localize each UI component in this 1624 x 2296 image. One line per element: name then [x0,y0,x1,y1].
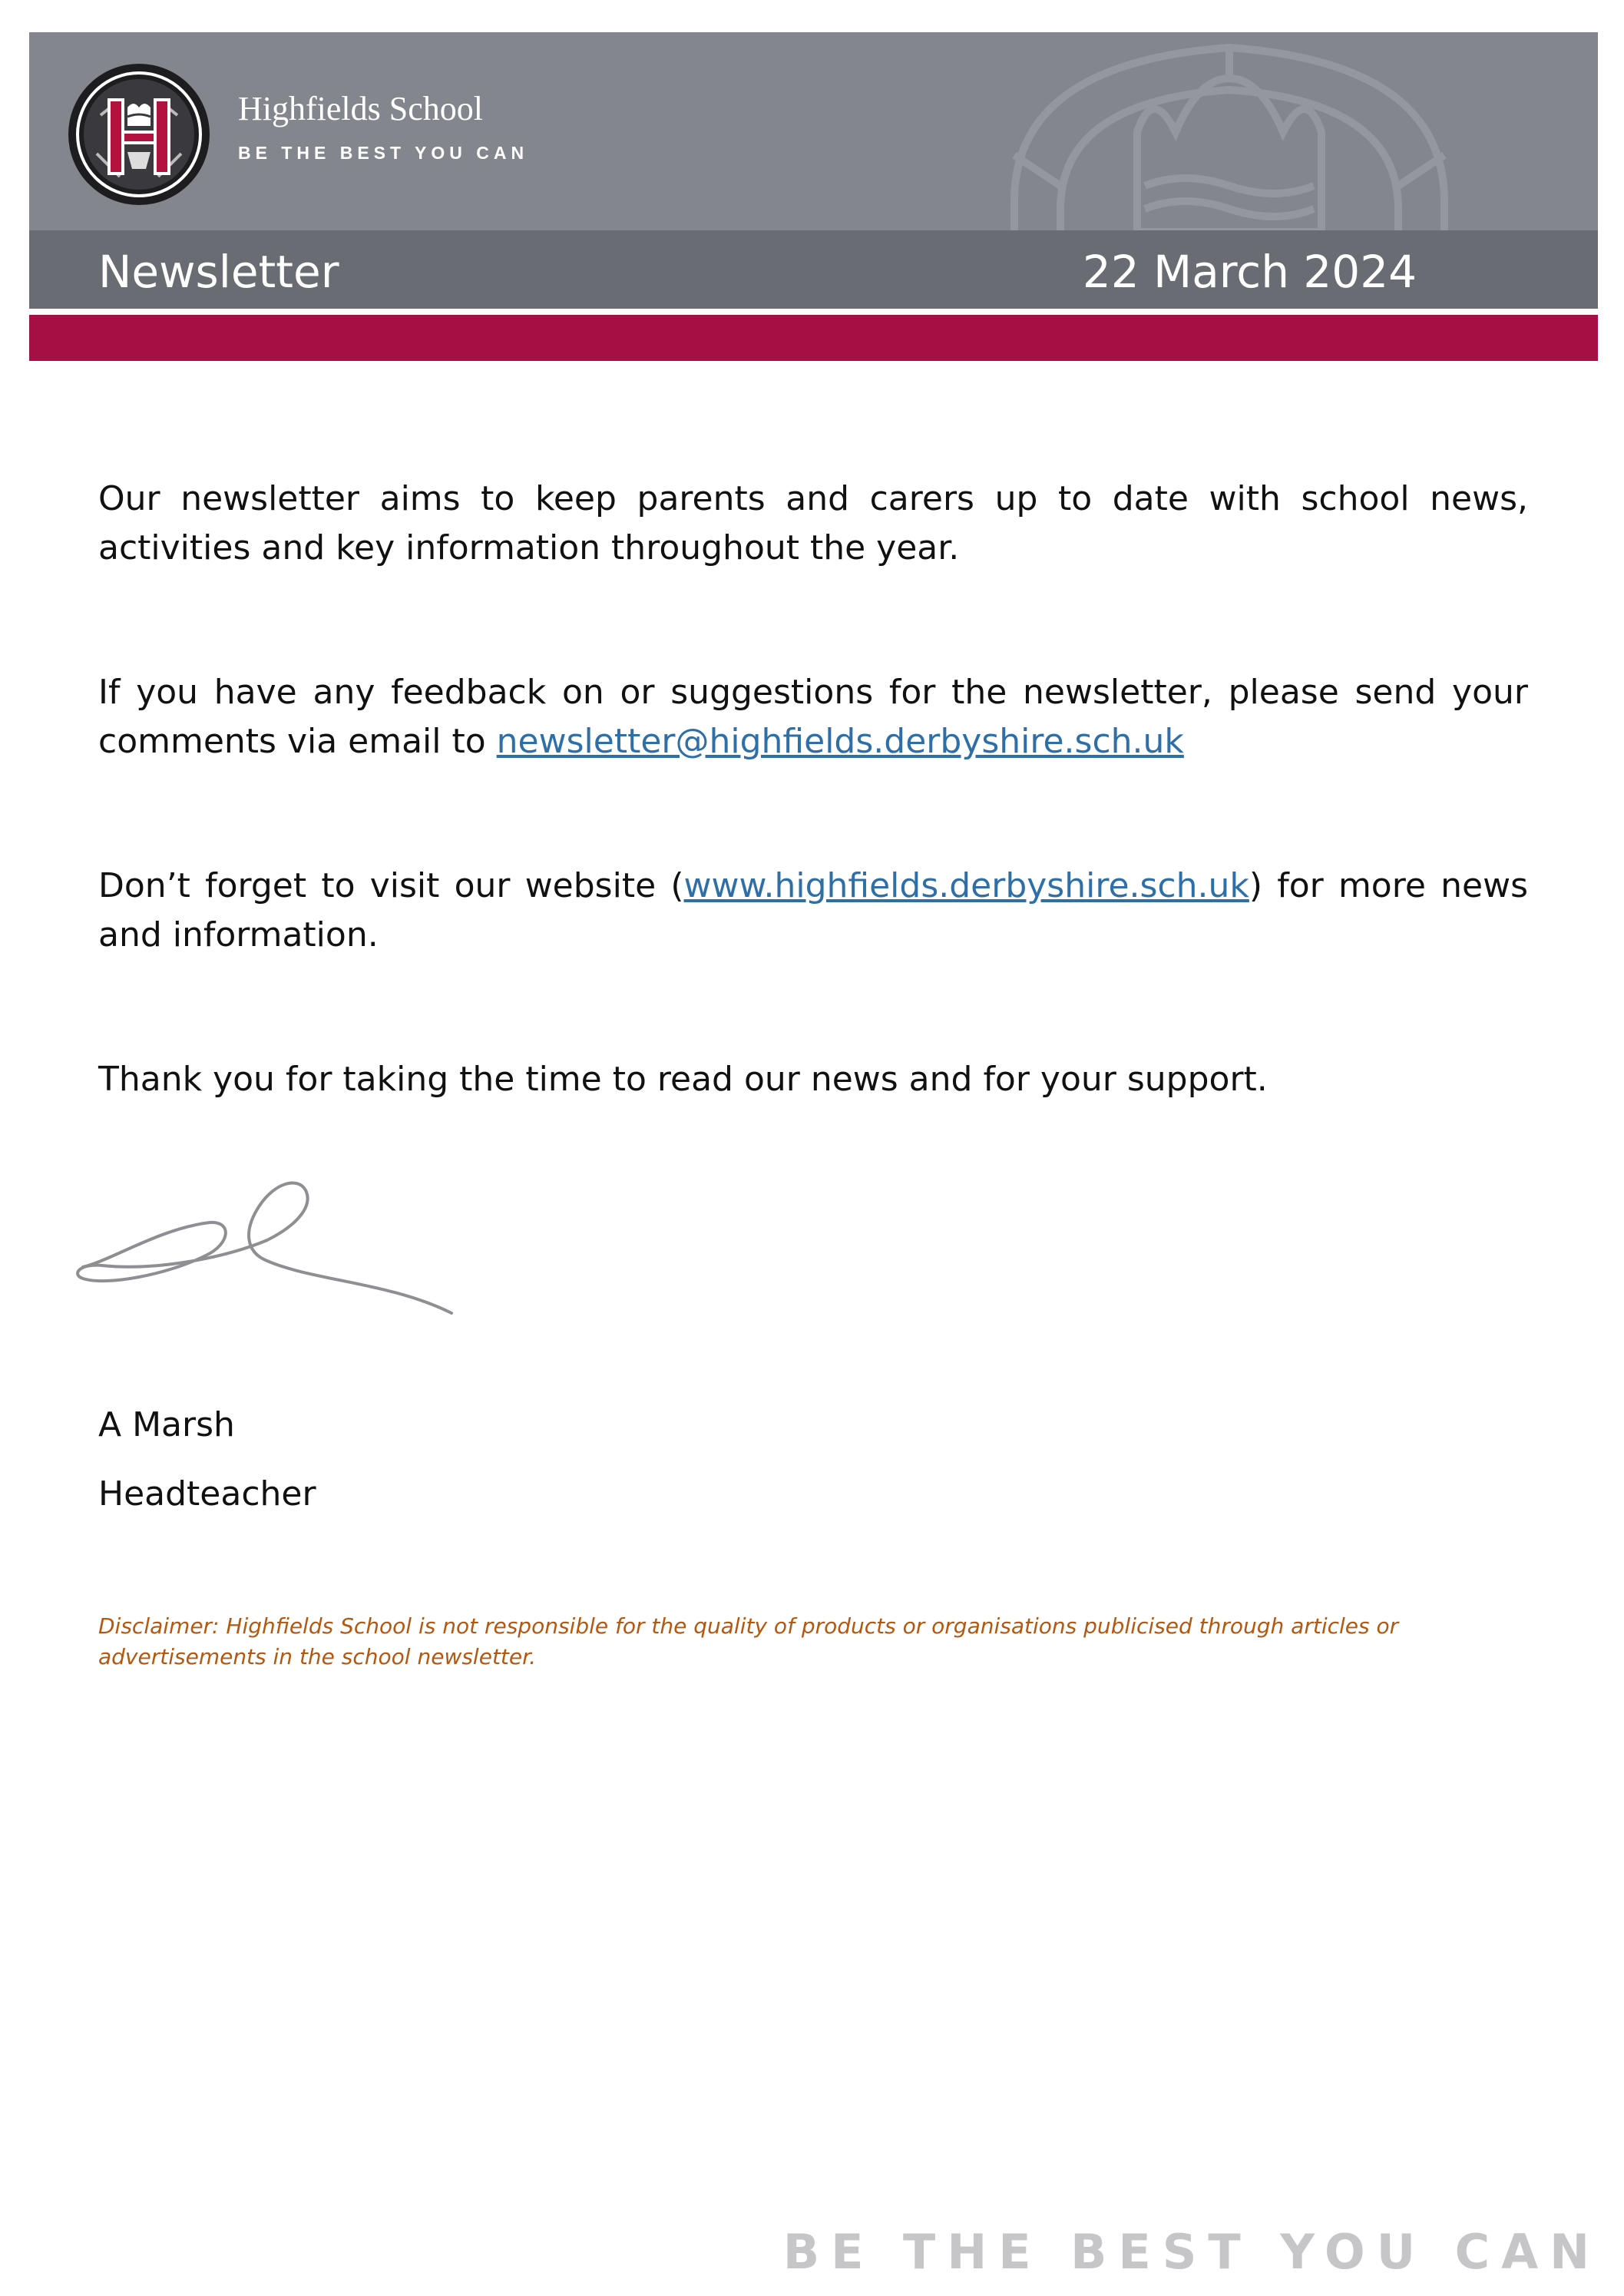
header-separator [29,309,1598,315]
thanks-paragraph: Thank you for taking the time to read our news and for your support. [98,1060,1268,1099]
intro-paragraph: Our newsletter aims to keep parents and carers up to date with school news, activities and key information throughout the year. [98,479,1528,567]
accent-bar [29,315,1598,361]
signatory-role: Headteacher [98,1474,316,1514]
newsletter-email-link[interactable]: newsletter@highfields.derbyshire.sch.uk [496,722,1184,761]
handwritten-signature [68,1167,459,1328]
disclaimer-text: Disclaimer: Highfields School is not responsible for the quality of products or organisations publicised through articles or advertisements in the school newsletter. [98,1613,1399,1669]
newsletter-date: 22 March 2024 [1082,246,1417,298]
website-link[interactable]: www.highfields.derbyshire.sch.uk [683,866,1249,905]
school-name: Highfields School [238,90,483,127]
title-bar [29,230,1598,309]
school-crest-icon [66,61,212,207]
website-paragraph: Don’t forget to visit our website (www.highfields.derbyshire.sch.uk) for more news and information. [98,866,1529,954]
school-motto: BE THE BEST YOU CAN [238,143,529,163]
footer-motto: BE THE BEST YOU CAN [782,2224,1601,2280]
newsletter-title: Newsletter [98,246,339,298]
signatory-name: A Marsh [98,1405,235,1444]
newsletter-header [29,32,1598,309]
feedback-paragraph: If you have any feedback on or suggestions for the newsletter, please send your comments via email to newsletter@highfields.derbyshire.sch.uk [98,673,1528,761]
